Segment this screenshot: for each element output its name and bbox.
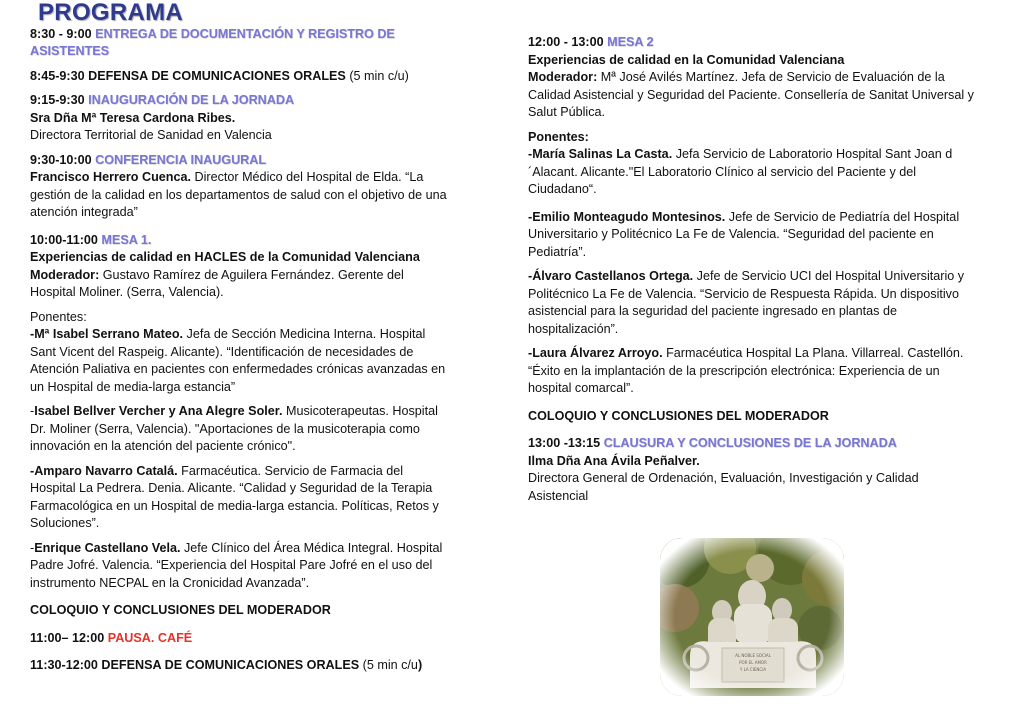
speaker-item: -María Salinas La Casta. Jefa Servicio de Laboratorio Hospital Sant Joan d´Alacant. Alicante."El Laboratorio Clínico al servicio del Paciente y del Ciudadano“.	[528, 147, 953, 196]
speaker-item: -Laura Álvarez Arroyo. Farmacéutica Hospital La Plana. Villarreal. Castellón. “Éxito en la implantación de la prescripción electrónica: Experiencia de un hospital comarcal”.	[528, 346, 964, 395]
speaker-name: Sra Dña Mª Teresa Cardona Ribes.	[30, 110, 236, 125]
right-column	[528, 34, 980, 505]
session-subtitle: Experiencias de calidad en HACLES de la Comunidad Valenciana	[30, 250, 420, 264]
left-column	[30, 0, 448, 675]
page-title: PROGRAMA	[38, 0, 184, 26]
schedule-item-mesa-1: 10:00-11:00 MESA 1. Experiencias de calidad en HACLES de la Comunidad Valenciana Moderador: Gustavo Ramírez de Aguilera Fernández. Gerente del Hospital Moliner. (Serra, Valencia).	[30, 232, 448, 302]
ponentes-label: Ponentes:	[528, 129, 589, 144]
monument-photo-icon	[660, 538, 844, 696]
speaker-item: -Álvaro Castellanos Ortega. Jefe de Servicio UCI del Hospital Universitario y Politécnico La Fe de Valencia. “Servicio de Respuesta Rápida. Un dispositivo asistencial para la seguridad del paciente ingresado en plantas de hospitalización”.	[528, 269, 965, 336]
schedule-item-closing: 13:00 -13:15 CLAUSURA Y CONCLUSIONES DE LA JORNADA Ilma Dña Ana Ávila Peñalver. Directora General de Ordenación, Evaluación, Investigación y Calidad Asistencial	[528, 435, 980, 505]
speaker-role: Directora Territorial de Sanidad en Valencia	[30, 128, 272, 142]
speaker-name: Ilma Dña Ana Ávila Peñalver.	[528, 453, 700, 468]
schedule-item-mesa-2: 12:00 - 13:00 MESA 2 Experiencias de calidad en la Comunidad Valenciana Moderador: Mª José Avilés Martínez. Jefa de Servicio de Evaluación de la Calidad Asistencial y Seguridad del Paciente. Consellería de Sanitat Universal y Salut Pública.	[528, 34, 980, 122]
schedule-item-oral-defense-1: 8:45-9:30 DEFENSA DE COMUNICACIONES ORALES (5 min c/u)	[30, 68, 409, 83]
speaker-item: -Mª Isabel Serrano Mateo. Jefa de Sección Medicina Interna. Hospital Sant Vicent del Raspeig. Alicante). “Identificación de necesidades de Atención Paliativa en pacientes con enfermedades crónicas avanzadas en un Hospital de media-larga estancia”	[30, 327, 446, 394]
speaker-item: -Amparo Navarro Catalá. Farmacéutica. Servicio de Farmacia del Hospital La Pedrera. Denia. Alicante. “Calidad y Seguridad de la Terapia Farmacológica en un Hospital de media-larga estancia. Políticas, Retos y Soluciones”.	[30, 463, 439, 530]
schedule-item-oral-defense-2: 11:30-12:00 DEFENSA DE COMUNICACIONES ORALES (5 min c/u)	[30, 658, 423, 672]
speaker-item: -Enrique Castellano Vela. Jefe Clínico del Área Médica Integral. Hospital Padre Jofré. Valencia. “Experiencia del Hospital Pare Jofré en el uso del instrumento NECPAL en la Cronicidad Avanzada”.	[30, 540, 443, 590]
schedule-item-registration: 8:30 - 9:00 ENTREGA DE DOCUMENTACIÓN Y REGISTRO DE ASISTENTES	[30, 26, 395, 58]
coloquio-heading: COLOQUIO Y CONCLUSIONES DEL MODERADOR	[528, 408, 829, 423]
speaker-name: Francisco Herrero Cuenca.	[30, 170, 191, 184]
speaker-role: Directora General de Ordenación, Evaluación, Investigación y Calidad Asistencial	[528, 471, 919, 503]
monument-photo	[660, 538, 844, 696]
schedule-item-inauguration: 9:15-9:30 INAUGURACIÓN DE LA JORNADA Sra Dña Mª Teresa Cardona Ribes. Directora Territorial de Sanidad en Valencia	[30, 92, 448, 145]
schedule-item-coffee-break: 11:00– 12:00 PAUSA. CAFÉ	[30, 630, 193, 645]
session-subtitle: Experiencias de calidad en la Comunidad Valenciana	[528, 52, 845, 67]
speaker-item: -Isabel Bellver Vercher y Ana Alegre Soler. Musicoterapeutas. Hospital Dr. Moliner (Serra, Valencia). "Aportaciones de la musicoterapia como innovación en la atención del paciente crónico".	[30, 404, 438, 453]
schedule-item-conference: 9:30-10:00 CONFERENCIA INAUGURAL Francisco Herrero Cuenca. Director Médico del Hospital de Elda. “La gestión de la calidad en los departamentos de salud con el objetivo de una atención integrada”	[30, 152, 447, 219]
coloquio-heading: COLOQUIO Y CONCLUSIONES DEL MODERADOR	[30, 603, 331, 617]
speaker-item: -Emilio Monteagudo Montesinos. Jefe de Servicio de Pediatría del Hospital Universitario y Politécnico La Fe de Valencia. “Seguridad del paciente en Pediatría”.	[528, 209, 960, 259]
ponentes-label: Ponentes:	[30, 309, 87, 324]
